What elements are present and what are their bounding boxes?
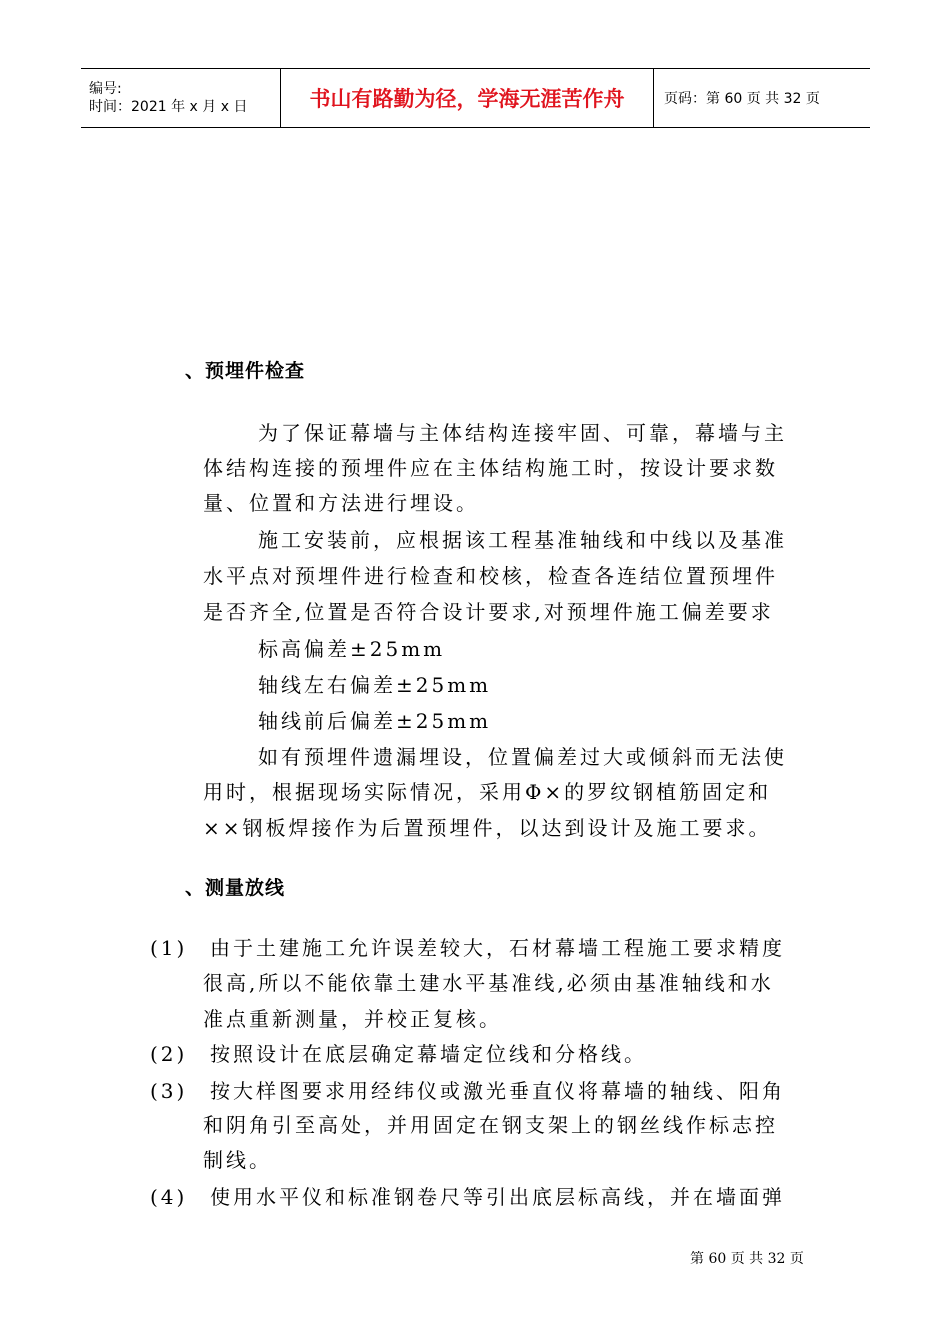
paragraph-line: 施工安装前，应根据该工程基准轴线和中线以及基准 (258, 528, 787, 552)
page-header (81, 68, 870, 128)
list-item-continuation: 很高,所以不能依靠土建水平基准线,必须由基准轴线和水 (203, 971, 774, 995)
page-footer (690, 1248, 804, 1268)
paragraph-line: 为了保证幕墙与主体结构连接牢固、可靠，幕墙与主 (258, 421, 787, 445)
list-number: (3) (150, 1079, 188, 1103)
list-item (150, 1075, 785, 1104)
list-text: 使用水平仪和标准钢卷尺等引出底层标高线，并在墙面弹 (210, 1185, 785, 1209)
list-text: 按大样图要求用经纬仪或激光垂直仪将幕墙的轴线、阳角 (210, 1079, 785, 1103)
list-item (150, 1038, 647, 1067)
list-item (150, 932, 785, 961)
list-number: (4) (150, 1185, 188, 1209)
code-label: 编号: (89, 81, 122, 97)
paragraph-line: 量、位置和方法进行埋设。 (203, 491, 479, 515)
paragraph-line: ××钢板焊接作为后置预埋件，以达到设计及施工要求。 (203, 816, 772, 840)
paragraph-line: 体结构连接的预埋件应在主体结构施工时，按设计要求数 (203, 456, 778, 480)
paragraph-line: 标高偏差±25mm (258, 637, 446, 661)
paragraph-line: 是否齐全,位置是否符合设计要求,对预埋件施工偏差要求 (203, 600, 774, 624)
time-label: 时间：2021 年 x 月 x 日 (89, 99, 248, 115)
list-text: 由于土建施工允许误差较大，石材幕墙工程施工要求精度 (210, 936, 785, 960)
paragraph-line: 轴线前后偏差±25mm (258, 709, 492, 733)
list-item (150, 1181, 785, 1210)
footer-page-number: 第 60 页 共 32 页 (690, 1251, 804, 1267)
paragraph-line: 如有预埋件遗漏埋设，位置偏差过大或倾斜而无法使 (258, 745, 787, 769)
list-number: (1) (150, 936, 188, 960)
header-page (654, 69, 870, 127)
list-item-continuation: 和阴角引至高处，并用固定在钢支架上的钢丝线作标志控 (203, 1113, 778, 1137)
motto-text: 书山有路勤为径，学海无涯苦作舟 (309, 87, 625, 111)
page-number-label: 页码：第 60 页 共 32 页 (664, 91, 820, 107)
paragraph-line: 轴线左右偏差±25mm (258, 673, 492, 697)
paragraph-line: 用时，根据现场实际情况，采用Φ×的罗纹钢植筋固定和 (203, 780, 772, 804)
list-item-continuation: 准点重新测量，并校正复核。 (203, 1007, 502, 1031)
list-number: (2) (150, 1042, 188, 1066)
list-item-continuation: 制线。 (203, 1148, 272, 1172)
section-heading-survey: 、测量放线 (185, 877, 286, 899)
header-motto (281, 69, 654, 127)
paragraph-line: 水平点对预埋件进行检查和校核，检查各连结位置预埋件 (203, 564, 778, 588)
section-heading-embedded-parts: 、预埋件检查 (185, 360, 306, 382)
list-text: 按照设计在底层确定幕墙定位线和分格线。 (210, 1042, 647, 1066)
header-meta (81, 69, 281, 127)
